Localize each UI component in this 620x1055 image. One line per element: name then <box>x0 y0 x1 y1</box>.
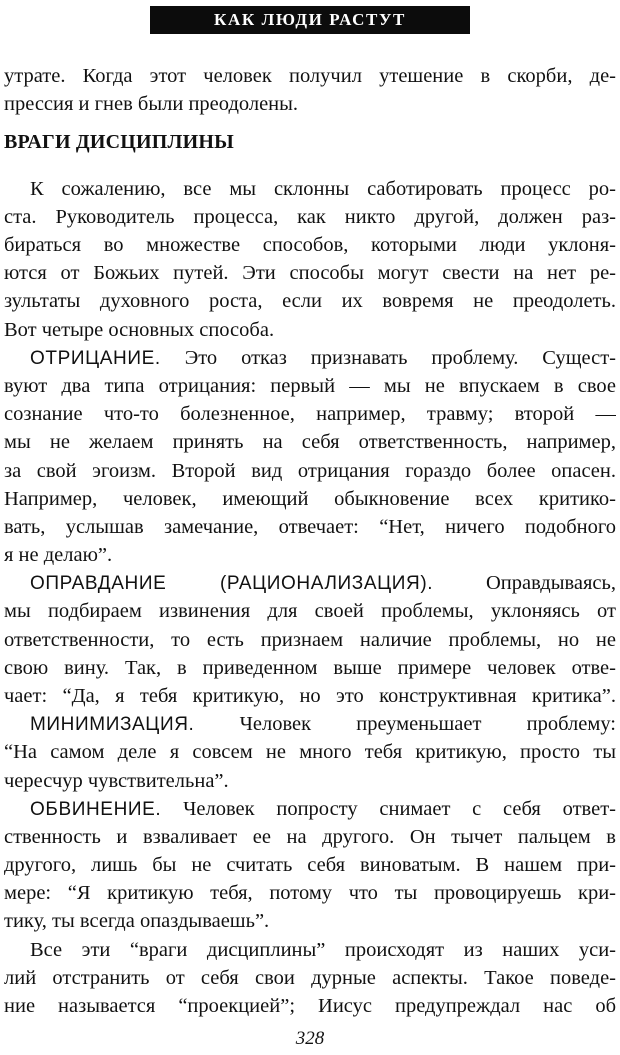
text-fragment: Человек преуменьшает проблему: <box>194 713 616 736</box>
text-line: утрате. Когда этот человек получил утешение в скорби, де- <box>4 65 616 87</box>
text-line: за свой эгоизм. Второй вид отрицания гораздо более опасен. <box>4 459 616 482</box>
text-line: “На самом деле я совсем не много тебя критикую, просто ты <box>4 741 616 764</box>
text-line: чает: “Да, я тебя критикую, но это конструктивная критика”. <box>4 685 616 707</box>
text-line: Например, человек, имеющий обыкновение всех критико- <box>4 487 616 510</box>
text-line: я не делаю”. <box>4 544 113 567</box>
text-line: лий отстранить от себя свои дурные аспекты. Такое поведе- <box>4 966 616 989</box>
running-header-title: КАК ЛЮДИ РАСТУТ <box>214 10 406 29</box>
text-line: ственность и взваливает ее на другого. Он тычет пальцем в <box>4 825 616 848</box>
page-number: 328 <box>295 1028 325 1049</box>
running-header <box>150 6 470 34</box>
text-line: Вот четыре основных способа. <box>4 318 275 341</box>
text-line: ются от Божьих путей. Эти способы могут свести на нет ре- <box>4 262 616 285</box>
text-line: ста. Руководитель процесса, как никто другой, должен раз- <box>4 205 616 228</box>
text-line: прессия и гнев были преодолены. <box>4 93 299 116</box>
term-denial: ОТРИЦАНИЕ. <box>30 347 161 369</box>
text-line: вать, услышав замечание, отвечает: “Нет, ничего подобного <box>4 515 616 538</box>
text-line: бираться во множестве способов, которыми люди уклоня- <box>4 234 616 257</box>
text-line: мы подбираем извинения для своей проблемы, уклоняясь от <box>4 600 616 623</box>
text-fragment: Это отказ признавать проблему. Сущест- <box>160 346 616 369</box>
text-line: мы не желаем принять на себя ответственность, например, <box>4 431 616 454</box>
paragraph-first-line <box>30 569 616 598</box>
paragraph-first-line <box>30 344 616 373</box>
paragraph-first-line <box>30 710 616 739</box>
term-rationalization: ОПРАВДАНИЕ (РАЦИОНАЛИЗАЦИЯ). <box>30 573 434 595</box>
text-line: ние называется “проекцией”; Иисус предупреждал нас об <box>4 995 616 1017</box>
text-line: сознание что-то болезненное, например, травму; второй — <box>4 403 616 426</box>
text-fragment: Оправдываясь, <box>433 572 616 595</box>
text-line: чересчур чувствительна”. <box>4 769 229 792</box>
text-line: Все эти “враги дисциплины” происходят из наших уси- <box>30 938 616 961</box>
text-line: вуют два типа отрицания: первый — мы не впускаем в свое <box>4 375 616 397</box>
term-blame: ОБВИНЕНИЕ. <box>30 798 162 820</box>
text-line: свою вину. Так, в приведенном выше примере человек отве- <box>4 656 616 679</box>
text-line: мере: “Я критикую тебя, потому что ты провоцируешь кри- <box>4 882 616 905</box>
text-line: тику, ты всегда опаздываешь”. <box>4 910 270 933</box>
term-minimization: МИНИМИЗАЦИЯ. <box>30 714 195 736</box>
text-line: зультаты духовного роста, если их вовремя не преодолеть. <box>4 290 616 313</box>
text-line: другого, лишь бы не считать себя виноватым. В нашем при- <box>4 854 616 877</box>
text-line: ответственности, то есть признаем наличие проблемы, но не <box>4 628 616 651</box>
text-fragment: Человек попросту снимает с себя ответ- <box>161 797 616 820</box>
text-line: К сожалению, все мы склонны саботировать процесс ро- <box>30 177 616 200</box>
paragraph-first-line <box>30 795 616 824</box>
section-heading: ВРАГИ ДИСЦИПЛИНЫ <box>4 131 235 154</box>
